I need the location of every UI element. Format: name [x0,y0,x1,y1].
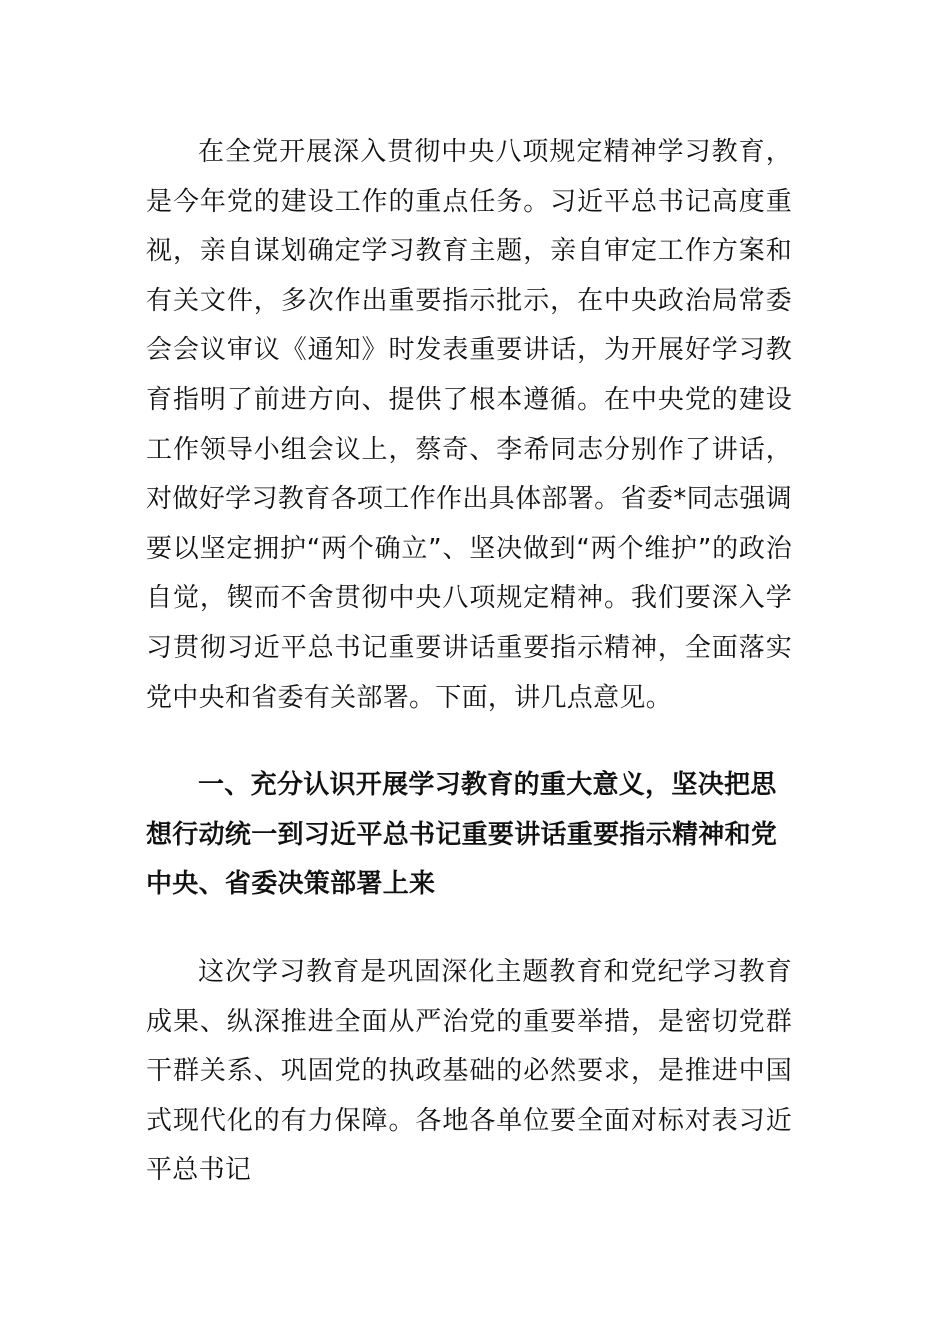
section-1-paragraph: 这次学习教育是巩固深化主题教育和党纪学习教育成果、纵深推进全面从严治党的重要举措，是密切党群干群关系、巩固党的执政基础的必然要求，是推进中国式现代化的有力保障。各地各单位要全面对标对表习近平总书记 [146,956,792,1186]
document-body [146,128,792,1196]
section-heading-1: 一、充分认识开展学习教育的重大意义，坚决把思想行动统一到习近平总书记重要讲话重要指示精神和党中央、省委决策部署上来 [146,770,778,900]
intro-paragraph: 在全党开展深入贯彻中央八项规定精神学习教育，是今年党的建设工作的重点任务。习近平总书记高度重视，亲自谋划确定学习教育主题，亲自审定工作方案和有关文件，多次作出重要指示批示，在中央政治局常委会会议审议《通知》时发表重要讲话，为开展好学习教育指明了前进方向、提供了根本遵循。在中央党的建设工作领导小组会议上，蔡奇、李希同志分别作了讲话，对做好学习教育各项工作作出具体部署。省委*同志强调要以坚定拥护“两个确立”、坚决做到“两个维护”的政治自觉，锲而不舍贯彻中央八项规定精神。我们要深入学习贯彻习近平总书记重要讲话重要指示精神，全面落实党中央和省委有关部署。下面，讲几点意见。 [146,137,792,713]
